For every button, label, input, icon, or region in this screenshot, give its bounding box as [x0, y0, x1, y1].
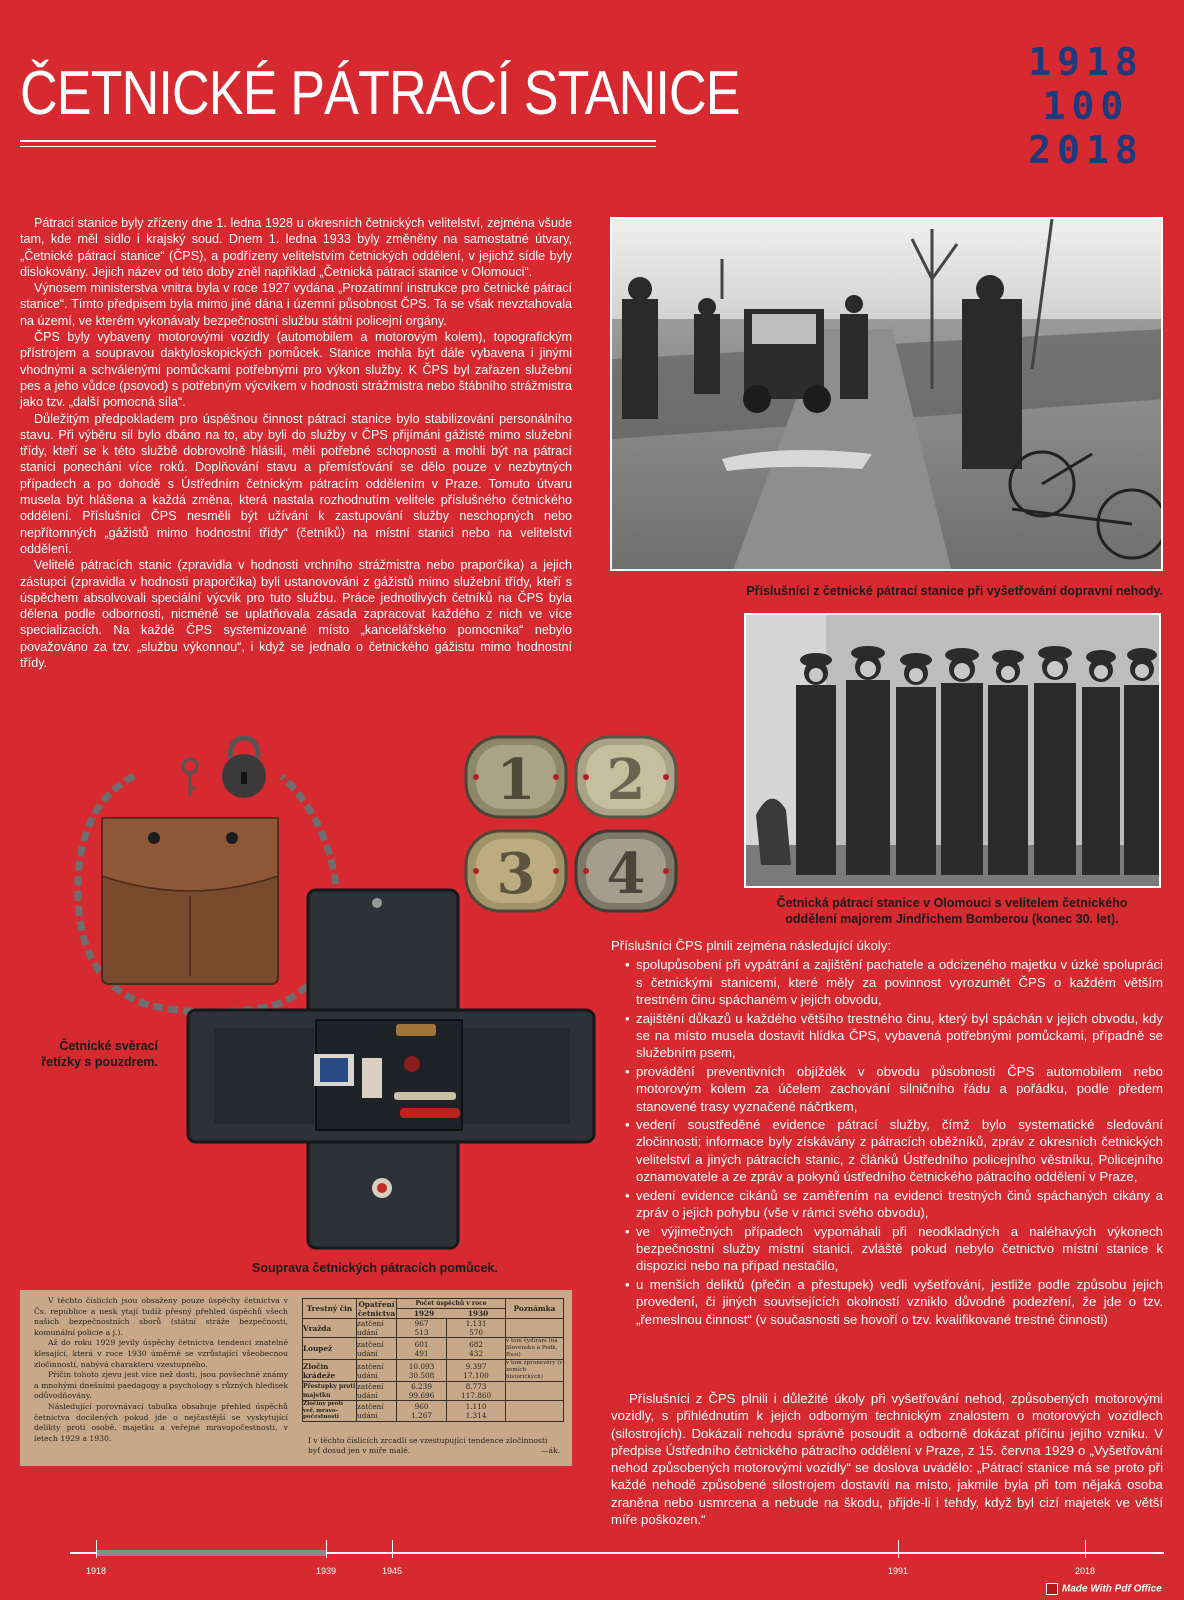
table-cell: [447, 1401, 506, 1422]
table-header-count-label: Počet úspěchů v roce: [415, 1300, 487, 1307]
count-1929-report: 99.696: [408, 1391, 435, 1400]
timeline-label-1939: 1939: [315, 1566, 337, 1576]
table-cell: [447, 1319, 506, 1338]
measure-arrest: zatčení: [357, 1401, 384, 1411]
olomouc-photo-caption: [740, 895, 1164, 927]
table-header-crime: Trestný čin: [303, 1299, 357, 1319]
newspaper-signature: —ák.: [540, 1446, 560, 1455]
olomouc-photo-drawing: [746, 615, 1161, 888]
table-row: [303, 1319, 564, 1338]
timeline-label-1991: 1991: [887, 1566, 909, 1576]
table-cell: Zločin krádeže: [303, 1360, 357, 1382]
closing-paragraph: Příslušníci z ČPS plnili i důležité úkoly při vyšetřování nehod, způsobených motorovými vozidly, s přihlédnutím k jejich odborným technickým znalostem o motorových vozidlech (silostrojích). Dokázali nehodu správně posoudit a odborně dokázat příčinu jejího vzniku. V předpise Ústředního četnického pátracího oddělení v Praze, z 15. června 1929 o „Vyšetřování nehod způsobených motorovými vozidly“ se doslova uvádělo: „Pátrací stanice má se proto při každé nehodě způsobené silostrojem dostaviti na místo, jakmile byla při tom nějaká osoba zraněna nebo usmrcena a nebude na škodu, přijde-li i tehdy, když byl cizí majetek ve větší míře poškozen.“: [611, 1391, 1163, 1528]
table-cell: Vražda: [303, 1319, 357, 1338]
table-cell: [506, 1319, 564, 1338]
table-year-1930: 1930: [467, 1309, 489, 1318]
count-1929-report: 491: [414, 1348, 429, 1358]
newspaper-paragraph: Následující porovnávací tabulka obsahuje přehled úspěchů četnictva docílených pokud jde o nejčastější se vyskytující delikty proti osobě, majetku a veřejné mravopočestnosti, v letech 1929 a 1930.: [34, 1401, 288, 1443]
table-cell: [397, 1338, 447, 1360]
table-cell: Přestupky proti majetku: [303, 1383, 356, 1399]
count-1929-report: 1.267: [411, 1410, 432, 1420]
chains-caption-line2: řetízky s pouzdrem.: [41, 1055, 158, 1069]
olomouc-caption-line2: oddělení majorem Jindřichem Bomberou (konec 30. let).: [785, 912, 1119, 926]
count-1929-report: 513: [414, 1328, 429, 1337]
anniversary-years: [1016, 40, 1156, 172]
table-header-note: Poznámka: [506, 1299, 564, 1319]
timeline-label-1918: 1918: [85, 1566, 107, 1576]
table-cell: Loupež: [303, 1338, 357, 1360]
measure-arrest: zatčení: [357, 1319, 384, 1328]
kit-caption: Souprava četnických pátracích pomůcek.: [252, 1261, 498, 1275]
newspaper-footer-text: I v těchto číslicích zrcadlí se vzestupující tendence zločinnosti byť dosud jen v míře malé.: [308, 1436, 548, 1455]
count-1930-report: 570: [469, 1328, 484, 1337]
count-1930-arrest: 8.773: [465, 1382, 487, 1391]
timeline-tick: [392, 1540, 393, 1558]
badge-1: [466, 737, 566, 817]
newspaper-paragraph: V těchto číslicích jsou obsaženy pouze úspěchy četnictva v Čs. republice a nesk ytají tudíž přesný přehled úspěchů všech našich bezpečnostních sborů (státní stráže bezpečnosti, komunální policie a j.).: [34, 1296, 288, 1337]
measure-report: udání: [357, 1348, 378, 1358]
table-cell: [506, 1401, 564, 1422]
watermark: [1046, 1583, 1162, 1595]
table-header-measure: Opatření četnictva: [357, 1299, 396, 1318]
count-1929-arrest: 6.239: [411, 1382, 432, 1391]
count-1930-report: 17.100: [463, 1370, 489, 1380]
timeline-label-2018: 2018: [1074, 1566, 1096, 1576]
newspaper-footer: [308, 1436, 560, 1456]
key-icon: [183, 759, 197, 796]
olomouc-group-photo: [744, 613, 1161, 888]
table-cell: [447, 1382, 506, 1401]
table-row: [303, 1338, 564, 1360]
table-cell: [397, 1401, 447, 1422]
accident-photo: [610, 217, 1163, 571]
timeline-tick: [96, 1540, 97, 1558]
newspaper-paragraph: Příčin tohoto zjevu jest více než dosti, jsou povšechně známy a mnohými dnešními paedagogy a psychology s různých hledisek odůvodňovány.: [34, 1370, 288, 1401]
table-row: [303, 1401, 564, 1422]
search-kit: [186, 888, 596, 1252]
newspaper-table: [302, 1298, 564, 1422]
badge-1-number: 1: [496, 747, 536, 813]
measure-arrest: zatčení: [357, 1361, 384, 1371]
olomouc-caption-line1: Četnická pátrací stanice v Olomouci s velitelem četnického: [776, 896, 1128, 910]
measure-report: udání: [357, 1410, 378, 1420]
list-item: • vedení soustředěné evidence pátrací služby, čímž bylo systematické sledování zločinnosti; informace byly získávány z pátracích oběžníků, zpráv z okresních četnických velitelství a jiných pátracích stanic, z článků Ústředního policejního věstníku, Policejního oznamovatele a ze zpráv a pokynů ústředního četnického pátracího oddělení v Praze,: [611, 1116, 1163, 1186]
title-underline: [20, 140, 656, 142]
timeline-tick: [898, 1540, 899, 1558]
year-anniversary: 100: [1042, 84, 1130, 128]
table-cell: [447, 1360, 506, 1382]
watermark-text: Made With Pdf Office: [1062, 1583, 1162, 1595]
count-1929-arrest: 967: [414, 1319, 429, 1328]
newspaper-text: [34, 1296, 288, 1444]
intro-paragraph: ČPS byly vybaveny motorovými vozidly (automobilem a motorovým kolem), topografickým přístrojem a soupravou daktyloskopických pomůcek. Stanice mohla být dále vybavena i jinými vhodnými a schválenými pomůckami potřebnými pro výkon služby. K ČPS byl zařazen služební pes a jeho vůdce (psovod) s potřebným výcvikem v hodnosti strážmistra nebo štábního strážmistra jako tzv. „další pomocná síla“.: [20, 330, 572, 410]
measure-report: udání: [357, 1391, 378, 1400]
timeline-tick: [326, 1540, 327, 1558]
table-cell: [357, 1382, 397, 1401]
table-year-1929: 1929: [413, 1309, 435, 1318]
table-cell: [506, 1382, 564, 1401]
timeline-period: [96, 1550, 326, 1556]
count-1929-arrest: 10.093: [408, 1361, 435, 1371]
list-item: • u menších deliktů (přečin a přestupek) vedli vyšetřování, jestliže podle způsobu jejich provedení, či jiných souvisejících okolností vzniklo důvodné podezření, že jde o tzv. „řemeslnou činnost“ (v současnosti se hovoří o tzv. kvalifikované trestné činnosti): [611, 1276, 1163, 1328]
timeline-tick: [1085, 1540, 1086, 1558]
intro-text: [20, 215, 572, 671]
count-1929-report: 30.508: [408, 1370, 435, 1380]
table-cell: [357, 1319, 397, 1338]
list-item: • spolupůsobení při vypátrání a zajištění pachatele a odcizeného majetku v úzké spolupráci s četnickými stanicemi, které měly za povinnost vyrozumět ČPS o každém větším trestném činu spáchaném v jejich obvodu,: [611, 956, 1163, 1008]
intro-paragraph: Velitelé pátracích stanic (zpravidla v hodnosti vrchního strážmistra nebo praporčíka) a jejich zástupci (zpravidla v hodnosti praporčíka) byli ustanovováni z gážistů mimo služební třídy, kteří s úspěchem absolvovali speciální výcvik pro tuto službu. Práce jednotlivých četníků na ČPS byla dělena podle odbornosti, nicméně se uplatňovala zásada zapracovat každého z nich ve více specializacích. Na každé ČPS systemizované místo „kancelářského pomocníka“ nebylo považováno za tzv. „službu výkonnou“, i když se jednalo o četnického gážistu mimo hodnostní třídy.: [20, 558, 572, 671]
count-1930-arrest: 9.397: [465, 1361, 487, 1371]
list-item: • provádění preventivních objížděk v obvodu působnosti ČPS automobilem nebo motorovým kolem za účelem zachování silničního řádu a pořádku, podle předem stanovené trasy vyznačené náčrtkem,: [611, 1063, 1163, 1115]
count-1930-report: 117.860: [460, 1391, 492, 1400]
intro-paragraph: Výnosem ministerstva vnitra byla v roce 1927 vydána „Prozatímní instrukce pro četnické pátrací stanice“. Tímto předpisem byla mimo jiné dána i územní působnost ČPS. Ta se však nevztahovala na území, ve kterém vykonávaly bezpečnostní službu státní policejní orgány.: [20, 281, 572, 328]
table-header-count: [397, 1299, 506, 1319]
accident-photo-caption: Příslušníci z četnické pátrací stanice při vyšetřování dopravní nehody.: [746, 584, 1163, 598]
padlock-icon: [222, 738, 266, 798]
page-title: ČETNICKÉ PÁTRACÍ STANICE: [20, 59, 740, 128]
title-underline-thin: [20, 146, 656, 147]
year-end: 2018: [1028, 128, 1144, 172]
table-cell: v tom zpronevěry (v zemích historických): [506, 1360, 563, 1380]
tasks-list: [611, 956, 1163, 1328]
table-cell: [397, 1382, 447, 1401]
table-cell: [447, 1338, 506, 1360]
list-item: • ve výjimečných případech vypomáhali při neodkladných a naléhavých výkonech bezpečnostní služby místní stanici, zvláště pokud nebylo četnictvo místní stanice k dispozici nebo na případ nestačilo,: [611, 1223, 1163, 1275]
table-cell: [397, 1319, 447, 1338]
list-item: • vedení evidence cikánů se zaměřením na evidenci trestných činů spáchaných cikány a zpráv o jejich pohybu (vše v rámci svého obvodu),: [611, 1187, 1163, 1222]
measure-report: udání: [357, 1370, 378, 1380]
accident-photo-drawing: [612, 219, 1163, 571]
newspaper-paragraph: Až do roku 1929 jevily úspěchy četnictva tendenci znatelně klesající, která v roce 1930 úměrně se vzrůstající všeobecnou zločinností, nabývá charakteru vzestupného.: [34, 1338, 288, 1369]
count-1929-arrest: 960: [414, 1401, 429, 1411]
table-cell: Zločiny proti veř. mravo-počestnosti: [303, 1401, 357, 1422]
table-cell: [357, 1338, 397, 1360]
badge-2-number: 2: [606, 747, 646, 813]
count-1930-arrest: 1.110: [465, 1401, 487, 1411]
intro-paragraph: Pátrací stanice byly zřízeny dne 1. ledna 1928 u okresních četnických velitelství, zejména všude tam, kde měl sídlo i krajský soud. Dnem 1. ledna 1933 byly změněny na samostatné útvary, „Četnické pátrací stanice“ (ČPS), a podřízeny velitelstvím četnických oddělení, v jejichž sídle byly dislokovány. Jejich název od této doby zněl například „Četnická pátrací stanice v Olomouci“.: [20, 216, 572, 279]
count-1930-report: 432: [469, 1348, 484, 1358]
chains-caption-line1: Četnické svěrací: [59, 1039, 158, 1053]
badge-4-number: 4: [606, 841, 646, 907]
table-cell: [357, 1360, 397, 1382]
list-item: • zajištění důkazů u každého většího trestného činu, který byl spáchán v jejich obvodu, kdy se na místo musela dostavit hlídka ČPS, vybavená potřebnými pomůckami, případně se služebním psem,: [611, 1010, 1163, 1062]
newspaper-clipping: [20, 1290, 572, 1466]
table-row: [303, 1360, 564, 1382]
tasks-section: [611, 937, 1163, 1328]
table-row: [303, 1382, 564, 1401]
year-start: 1918: [1028, 40, 1144, 84]
count-1929-arrest: 601: [414, 1339, 429, 1349]
table-cell: [397, 1360, 447, 1382]
count-1930-arrest: 1.131: [465, 1319, 487, 1328]
table-cell: [357, 1401, 397, 1422]
tasks-lead: Příslušníci ČPS plnili zejména následující úkoly:: [611, 938, 891, 953]
count-1930-report: 1.314: [465, 1410, 487, 1420]
badge-3-number: 3: [496, 841, 536, 907]
measure-arrest: zatčení: [357, 1382, 384, 1391]
chains-caption: [26, 1038, 158, 1070]
pdf-office-logo-icon: [1046, 1583, 1058, 1595]
measure-report: udání: [357, 1328, 378, 1337]
badge-2: [576, 737, 676, 817]
timeline-label-1945: 1945: [381, 1566, 403, 1576]
count-1930-arrest: 682: [469, 1339, 484, 1349]
intro-paragraph: Důležitým předpokladem pro úspěšnou činnost pátrací stanice bylo stabilizování personálního stavu. Při výběru sil bylo dbáno na to, aby byli do služby v ČPS přijímáni gážisté mimo služební třídy, kteří se k této službě dobrovolně hlásili, měli potřebné schopnosti a mohli být na pátrací stanici ponecháni více roků. Doplňování stavu a přemísťování se dělo pouze v nezbytných případech a po dohodě s Ústředním četnickým pátracím oddělením v Praze. Tomuto útvaru musela být hlášena a každá změna, která nastala rozhodnutím velitele příslušného četnického oddělení. Příslušníci ČPS nesměli být užíváni k zastupování služby neschopných nebo nepřítomných „gážistů mimo hodnostní třídy“ (četníků) na místní stanici nebo na velitelství oddělení.: [20, 411, 572, 556]
measure-arrest: zatčení: [357, 1339, 384, 1349]
table-cell: v tom vydírání (na Slovensku a Podk. Rusi): [506, 1338, 564, 1360]
